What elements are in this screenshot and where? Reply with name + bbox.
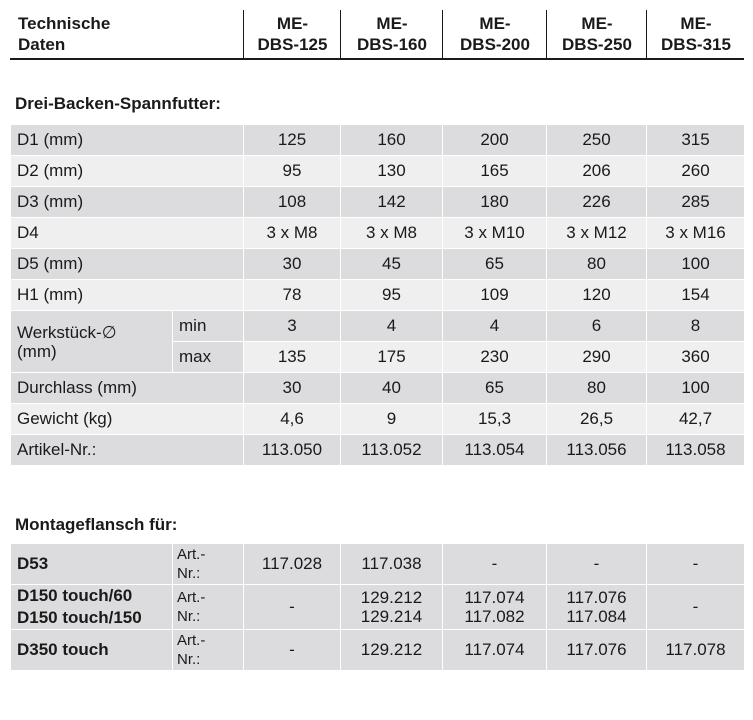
art-label-line2: Nr.: <box>177 608 201 625</box>
flange-section-title: Montageflansch für: <box>15 515 178 534</box>
table-row <box>11 585 745 630</box>
header-model-2-line1: ME- <box>376 14 408 33</box>
table-row-workpiece-min <box>11 311 745 342</box>
max-label: max <box>173 342 244 373</box>
cell: 200 <box>443 125 547 156</box>
cell <box>547 585 647 630</box>
cell <box>443 585 547 630</box>
cell: 230 <box>443 342 547 373</box>
cell: 113.054 <box>443 435 547 466</box>
cell: 109 <box>443 280 547 311</box>
row-label: Artikel-Nr.: <box>11 435 244 466</box>
header-model-5-line2: DBS-315 <box>661 35 731 54</box>
header-label <box>18 10 238 58</box>
cell: 4 <box>341 311 443 342</box>
cell: - <box>547 544 647 585</box>
table-row <box>11 125 745 156</box>
cell: 100 <box>647 249 745 280</box>
cell: 113.056 <box>547 435 647 466</box>
cell: - <box>443 544 547 585</box>
cell: 65 <box>443 373 547 404</box>
header-model-4 <box>546 10 647 58</box>
cell: 165 <box>443 156 547 187</box>
flange-table <box>10 543 745 671</box>
cell: 180 <box>443 187 547 218</box>
cell: 290 <box>547 342 647 373</box>
cell: 206 <box>547 156 647 187</box>
cell-line1: 117.076 <box>566 588 627 607</box>
cell: 130 <box>341 156 443 187</box>
cell: 95 <box>244 156 341 187</box>
header-model-4-line1: ME- <box>581 14 613 33</box>
min-label: min <box>173 311 244 342</box>
cell: 120 <box>547 280 647 311</box>
row-label: D4 <box>11 218 244 249</box>
flange-name <box>11 585 173 630</box>
cell: 6 <box>547 311 647 342</box>
art-label-line2: Nr.: <box>177 565 201 582</box>
cell: 117.028 <box>244 544 341 585</box>
cell: 315 <box>647 125 745 156</box>
cell-line2: 117.082 <box>464 607 525 626</box>
workpiece-label <box>11 311 173 373</box>
table-header <box>10 10 744 60</box>
cell: 3 x M8 <box>244 218 341 249</box>
art-nr-label <box>173 544 244 585</box>
header-label-line2: Daten <box>18 35 66 54</box>
cell: 100 <box>647 373 745 404</box>
art-label-line1: Art.- <box>177 589 206 606</box>
cell: 80 <box>547 249 647 280</box>
row-label: D5 (mm) <box>11 249 244 280</box>
cell: 360 <box>647 342 745 373</box>
header-model-4-line2: DBS-250 <box>562 35 632 54</box>
cell: - <box>647 544 745 585</box>
table-row <box>11 435 745 466</box>
cell: 80 <box>547 373 647 404</box>
cell: 142 <box>341 187 443 218</box>
table-row <box>11 404 745 435</box>
cell: 65 <box>443 249 547 280</box>
cell: 113.050 <box>244 435 341 466</box>
cell: - <box>647 585 745 630</box>
workpiece-label-line1: Werkstück-∅ <box>17 322 117 342</box>
cell: 117.074 <box>443 630 547 671</box>
cell-line1: 117.074 <box>464 588 525 607</box>
header-model-3 <box>442 10 547 58</box>
cell: 45 <box>341 249 443 280</box>
cell-line1: 129.212 <box>360 588 423 607</box>
cell: 129.212 <box>341 630 443 671</box>
cell: 260 <box>647 156 745 187</box>
workpiece-label-line2: (mm) <box>17 341 57 361</box>
cell: 125 <box>244 125 341 156</box>
cell: 3 <box>244 311 341 342</box>
cell: - <box>244 585 341 630</box>
table-row <box>11 373 745 404</box>
row-label: D1 (mm) <box>11 125 244 156</box>
cell <box>341 585 443 630</box>
cell-line2: 117.084 <box>566 607 627 626</box>
cell: 113.058 <box>647 435 745 466</box>
cell: 250 <box>547 125 647 156</box>
cell: 26,5 <box>547 404 647 435</box>
cell-line2: 129.214 <box>360 607 423 626</box>
art-nr-label <box>173 630 244 671</box>
table-row <box>11 187 745 218</box>
flange-name: D53 <box>11 544 173 585</box>
cell: 226 <box>547 187 647 218</box>
header-model-2 <box>340 10 443 58</box>
header-model-2-line2: DBS-160 <box>357 35 427 54</box>
art-label-line1: Art.- <box>177 546 206 563</box>
cell: 117.078 <box>647 630 745 671</box>
cell: 160 <box>341 125 443 156</box>
art-nr-label <box>173 585 244 630</box>
cell: 3 x M10 <box>443 218 547 249</box>
cell: 30 <box>244 373 341 404</box>
cell: 3 x M12 <box>547 218 647 249</box>
flange-name-line2: D150 touch/150 <box>17 608 142 627</box>
chuck-section-title: Drei-Backen-Spannfutter: <box>15 94 221 113</box>
header-model-1 <box>243 10 341 58</box>
flange-name: D350 touch <box>11 630 173 671</box>
cell: 285 <box>647 187 745 218</box>
cell: 154 <box>647 280 745 311</box>
art-label-line1: Art.- <box>177 632 206 649</box>
cell: 113.052 <box>341 435 443 466</box>
flange-name-line1: D150 touch/60 <box>17 586 133 605</box>
table-row <box>11 249 745 280</box>
cell: 15,3 <box>443 404 547 435</box>
cell: 40 <box>341 373 443 404</box>
row-label: H1 (mm) <box>11 280 244 311</box>
cell: 30 <box>244 249 341 280</box>
table-row <box>11 280 745 311</box>
chuck-spec-table <box>10 124 745 466</box>
header-label-line1: Technische <box>18 14 111 33</box>
table-row <box>11 544 745 585</box>
cell: - <box>244 630 341 671</box>
row-label: D3 (mm) <box>11 187 244 218</box>
row-label: D2 (mm) <box>11 156 244 187</box>
header-model-3-line1: ME- <box>479 14 511 33</box>
header-model-1-line2: DBS-125 <box>257 35 328 54</box>
cell: 4 <box>443 311 547 342</box>
row-label: Durchlass (mm) <box>11 373 244 404</box>
cell: 3 x M16 <box>647 218 745 249</box>
row-label: Gewicht (kg) <box>11 404 244 435</box>
cell: 78 <box>244 280 341 311</box>
header-model-5-line1: ME- <box>680 14 712 33</box>
cell: 175 <box>341 342 443 373</box>
header-model-3-line2: DBS-200 <box>460 35 530 54</box>
table-row <box>11 218 745 249</box>
cell: 95 <box>341 280 443 311</box>
header-model-5 <box>646 10 745 58</box>
table-row <box>11 156 745 187</box>
cell: 108 <box>244 187 341 218</box>
art-label-line2: Nr.: <box>177 651 201 668</box>
cell: 42,7 <box>647 404 745 435</box>
header-model-1-line1: ME- <box>276 14 309 33</box>
cell: 117.076 <box>547 630 647 671</box>
cell: 135 <box>244 342 341 373</box>
cell: 4,6 <box>244 404 341 435</box>
cell: 8 <box>647 311 745 342</box>
table-row <box>11 630 745 671</box>
cell: 9 <box>341 404 443 435</box>
cell: 117.038 <box>341 544 443 585</box>
cell: 3 x M8 <box>341 218 443 249</box>
